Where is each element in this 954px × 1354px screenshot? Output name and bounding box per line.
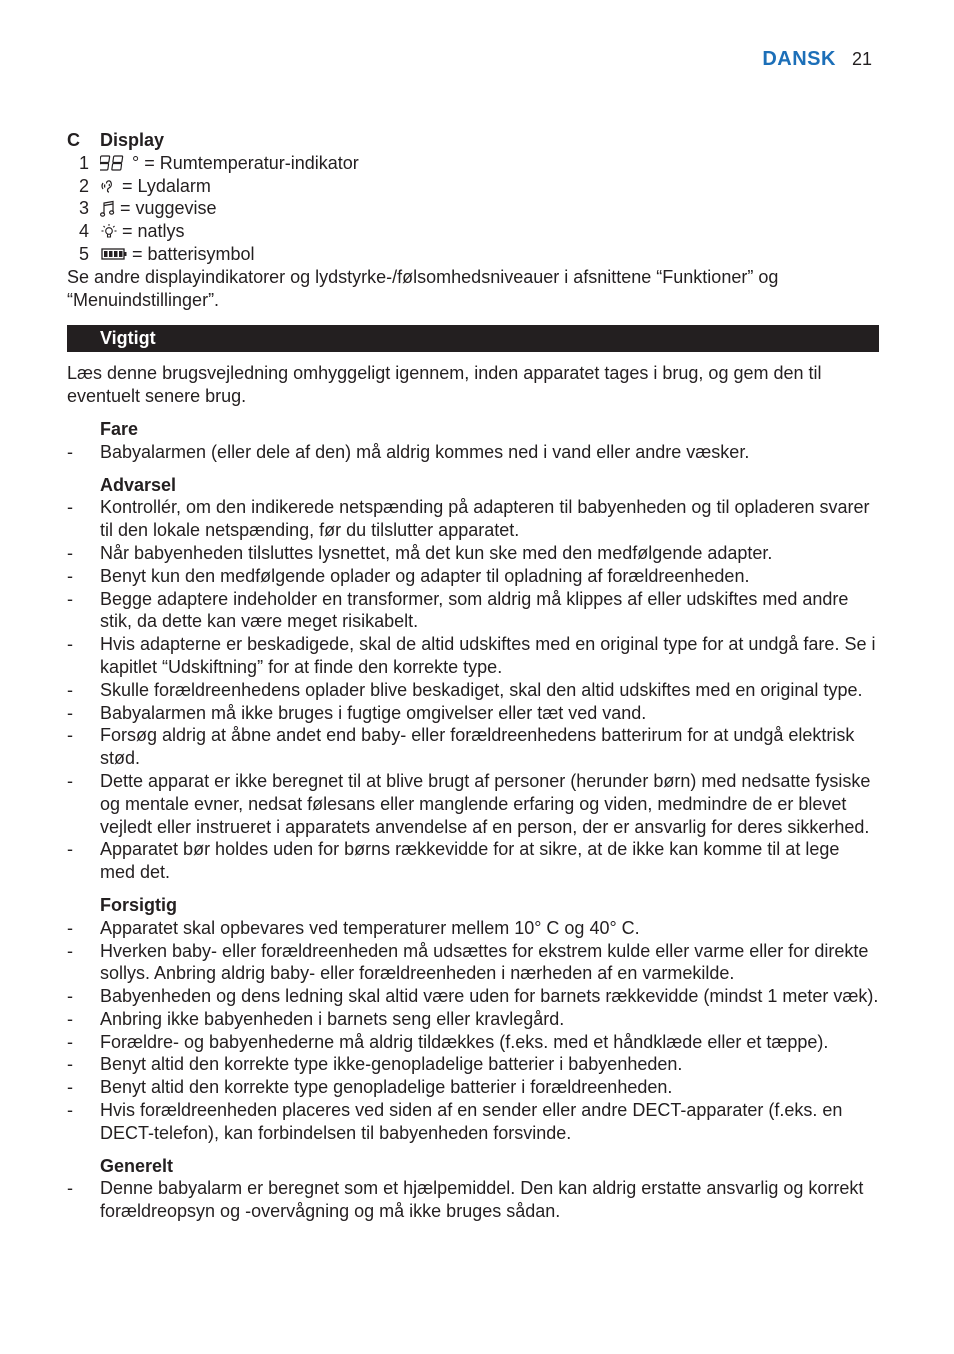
- item-text: = vuggevise: [120, 198, 217, 219]
- sound-alarm-icon: [100, 177, 118, 195]
- bullet-text: Forsøg aldrig at åbne andet end baby- eller forældreenhedens batterirum for at undgå elektrisk stød.: [100, 725, 855, 769]
- item-number: 1: [78, 152, 89, 173]
- list-item: [67, 940, 879, 986]
- battery-icon: [100, 245, 128, 263]
- bullet-text: Benyt kun den medfølgende oplader og adapter til opladning af forældreenheden.: [100, 565, 750, 586]
- nightlight-icon: [100, 223, 118, 241]
- list-item: [67, 243, 879, 266]
- page-header: [762, 48, 872, 71]
- important-intro: Læs denne brugsvejledning omhyggeligt igennem, inden apparatet tages i brug, og gem den til eventuelt senere brug.: [67, 363, 822, 407]
- bullet-text: Skulle forældreenhedens oplader blive beskadiget, skal den altid udskiftes med en original type.: [100, 679, 863, 700]
- item-number: 5: [78, 243, 89, 264]
- list-item: [67, 197, 879, 220]
- bullet-text: Begge adaptere indeholder en transformer, som aldrig må klippes af eller udskiftes med andre stik, da dette kan være meget risikabelt.: [100, 588, 849, 632]
- bullet-dash: -: [67, 839, 73, 860]
- section-bar-important: [67, 325, 879, 352]
- list-item: [67, 702, 879, 725]
- bullet-dash: -: [67, 679, 73, 700]
- list-item: [67, 770, 879, 838]
- bullet-text: Benyt altid den korrekte type genopladelige batterier i forældreenheden.: [100, 1077, 673, 1098]
- section-title: Display: [100, 130, 165, 150]
- item-text: = natlys: [122, 221, 185, 242]
- language-label: DANSK: [762, 48, 836, 70]
- bullet-dash: -: [67, 441, 73, 462]
- bullet-text: Denne babyalarm er beregnet som et hjælpemiddel. Den kan aldrig erstatte ansvarlig og korrekt forældreopsyn og -overvågning og må ikke bruges sådan.: [100, 1178, 864, 1222]
- list-item: [67, 1099, 879, 1145]
- list-item: [67, 175, 879, 198]
- bullet-dash: -: [67, 940, 73, 961]
- bullet-text: Når babyenheden tilsluttes lysnettet, må det kun ske med den medfølgende adapter.: [100, 542, 773, 563]
- page-number: 21: [851, 49, 872, 69]
- bullet-text: Apparatet bør holdes uden for børns rækkevidde for at sikre, at de ikke kan komme til at lege med det.: [100, 839, 840, 883]
- list-item: [67, 1076, 879, 1099]
- bullet-dash: -: [67, 1008, 73, 1029]
- bullet-dash: -: [67, 1178, 73, 1199]
- display-note: Se andre displayindikatorer og lydstyrke-/følsomhedsniveauer i afsnittene “Funktioner” og “Menuindstillinger”.: [67, 266, 779, 310]
- item-text: ° = Rumtemperatur-indikator: [132, 152, 359, 173]
- item-text: = batterisymbol: [132, 243, 255, 264]
- item-text: = Lydalarm: [122, 175, 211, 196]
- list-item: [67, 588, 879, 634]
- bullet-dash: -: [67, 917, 73, 938]
- list-item: [67, 496, 879, 542]
- bullet-dash: -: [67, 1054, 73, 1075]
- list-item: [67, 1177, 879, 1223]
- bullet-text: Forældre- og babyenhederne må aldrig tildækkes (f.eks. med et håndklæde eller et tæppe).: [100, 1031, 829, 1052]
- group-heading: Generelt: [100, 1155, 174, 1176]
- bullet-dash: -: [67, 1077, 73, 1098]
- item-number: 2: [78, 175, 89, 196]
- bullet-dash: -: [67, 634, 73, 655]
- bullet-dash: -: [67, 770, 73, 791]
- group-heading: Forsigtig: [100, 894, 177, 915]
- page-content: [67, 129, 879, 1223]
- display-section-heading: [67, 129, 879, 152]
- section-bar-title: Vigtigt: [100, 328, 156, 349]
- bullet-text: Babyalarmen må ikke bruges i fugtige omgivelser eller tæt ved vand.: [100, 702, 647, 723]
- bullet-text: Benyt altid den korrekte type ikke-genopladelige batterier i babyenheden.: [100, 1054, 683, 1075]
- group-heading: Advarsel: [100, 474, 177, 495]
- bullet-text: Anbring ikke babyenheden i barnets seng eller kravlegård.: [100, 1008, 565, 1029]
- bullet-dash: -: [67, 1031, 73, 1052]
- display-indicator-list: [67, 152, 879, 266]
- bullet-text: Babyenheden og dens ledning skal altid være uden for barnets rækkevidde (mindst 1 meter væk).: [100, 986, 879, 1007]
- bullet-dash: -: [67, 725, 73, 746]
- bullet-dash: -: [67, 497, 73, 518]
- list-item: [67, 152, 879, 175]
- list-item: [67, 565, 879, 588]
- temperature-digits-icon: [100, 154, 128, 172]
- bullet-text: Hverken baby- eller forældreenheden må udsættes for ekstrem kulde eller varme eller for direkte sollys. Anbring aldrig baby- eller forældreenheden i nærheden af en varmekilde.: [100, 940, 869, 984]
- list-item: [67, 724, 879, 770]
- list-item: [67, 542, 879, 565]
- group-heading: Fare: [100, 418, 139, 439]
- list-item: [67, 1031, 879, 1054]
- bullet-text: Hvis adapterne er beskadigede, skal de altid udskiftes med en original type for at undgå fare. Se i kapitlet “Udskiftning” for at finde den korrekte type.: [100, 634, 876, 677]
- list-item: [67, 633, 879, 679]
- bullet-text: Apparatet skal opbevares ved temperaturer mellem 10° C og 40° C.: [100, 917, 640, 938]
- list-item: [67, 838, 879, 884]
- bullet-dash: -: [67, 986, 73, 1007]
- list-item: [67, 917, 879, 940]
- list-item: [67, 1053, 879, 1076]
- bullet-dash: -: [67, 702, 73, 723]
- bullet-dash: -: [67, 1100, 73, 1121]
- bullet-text: Babyalarmen (eller dele af den) må aldrig kommes ned i vand eller andre væsker.: [100, 441, 750, 462]
- list-item: [67, 1008, 879, 1031]
- list-item: [67, 441, 879, 464]
- section-letter: C: [67, 130, 80, 150]
- list-item: [67, 679, 879, 702]
- item-number: 3: [78, 198, 89, 219]
- bullet-text: Dette apparat er ikke beregnet til at blive brugt af personer (herunder børn) med nedsatte fysiske og mentale evner, nedsat følesans eller manglende erfaring og viden, medmindre de er blevet vejledt eller instrueret i apparatets anvendelse af en person, der er ansvarlig for deres sikkerhed.: [100, 770, 871, 837]
- list-item: [67, 985, 879, 1008]
- list-item: [67, 220, 879, 243]
- bullet-text: Kontrollér, om den indikerede netspænding på adapteren til babyenheden og til opladeren svarer til den lokale netspænding, før du tilslutter apparatet.: [100, 497, 870, 541]
- bullet-dash: -: [67, 542, 73, 563]
- bullet-dash: -: [67, 588, 73, 609]
- bullet-text: Hvis forældreenheden placeres ved siden af en sender eller andre DECT-apparater (f.eks. en DECT-telefon), kan forbindelsen til babyenheden forsvinde.: [100, 1100, 843, 1143]
- bullet-dash: -: [67, 565, 73, 586]
- item-number: 4: [78, 221, 89, 242]
- warning-groups: [67, 418, 879, 1223]
- music-note-icon: [100, 200, 116, 218]
